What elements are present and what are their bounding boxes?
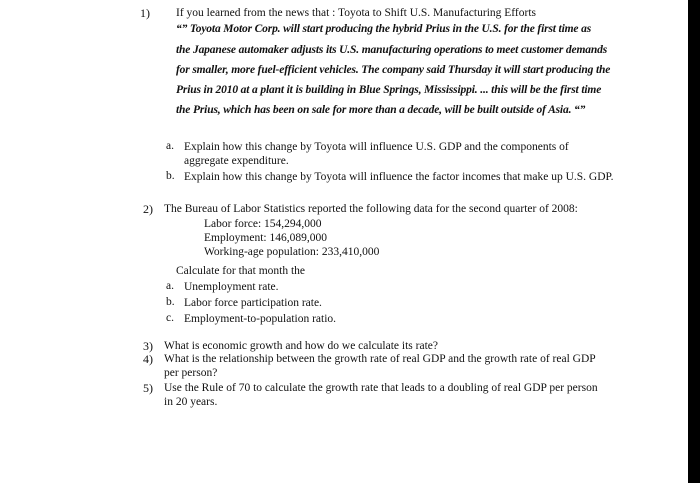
quote-line-5: the Prius, which has been on sale for more than a decade, will be built outside of Asia. “” (176, 104, 586, 116)
q2-part-a-label: a. (166, 280, 174, 292)
quote-line-4: Prius in 2010 at a plant it is building in Blue Springs, Mississippi. ... this will be the first time (176, 84, 602, 96)
q1-part-b-line-1: Explain how this change by Toyota will influence the factor incomes that make up U.S. GDP. (184, 171, 614, 183)
q2-part-a-text: Unemployment rate. (184, 281, 279, 293)
quote-line-2: the Japanese automaker adjusts its U.S. manufacturing operations to meet customer demands (176, 44, 608, 56)
q1-part-a-line-1: Explain how this change by Toyota will influence U.S. GDP and the components of (184, 141, 569, 153)
question-1-intro: If you learned from the news that : Toyota to Shift U.S. Manufacturing Efforts (176, 7, 536, 19)
question-5-line-2: in 20 years. (164, 396, 218, 408)
question-5-line-1: Use the Rule of 70 to calculate the growth rate that leads to a doubling of real GDP per person (164, 382, 598, 394)
question-4-number: 4) (143, 352, 153, 366)
question-2-intro: The Bureau of Labor Statistics reported the following data for the second quarter of 2008: (164, 203, 578, 215)
q1-part-b-label: b. (166, 170, 175, 182)
question-4-line-1: What is the relationship between the growth rate of real GDP and the growth rate of real GDP (164, 353, 596, 365)
q2-part-c-label: c. (166, 312, 174, 324)
question-5-number: 5) (143, 381, 153, 395)
question-2-number: 2) (143, 202, 153, 216)
working-age-population-line: Working-age population: 233,410,000 (204, 246, 380, 258)
q2-part-c-text: Employment-to-population ratio. (184, 313, 337, 325)
question-3-text: What is economic growth and how do we calculate its rate? (164, 340, 438, 352)
question-1-number: 1) (140, 6, 150, 20)
employment-line: Employment: 146,089,000 (204, 232, 327, 244)
calculate-prompt: Calculate for that month the (176, 265, 306, 277)
q2-part-b-text: Labor force participation rate. (184, 297, 322, 309)
question-4-line-2: per person? (164, 367, 218, 379)
q1-part-a-line-2: aggregate expenditure. (184, 155, 289, 167)
right-edge-bar (688, 0, 700, 483)
quote-line-3: for smaller, more fuel-efficient vehicles. The company said Thursday it will start producing the (176, 64, 611, 76)
labor-force-line: Labor force: 154,294,000 (204, 218, 322, 230)
q2-part-b-label: b. (166, 296, 175, 308)
question-3-number: 3) (143, 339, 153, 353)
quote-line-1: “” Toyota Motor Corp. will start producing the hybrid Prius in the U.S. for the first time as (176, 23, 592, 35)
q1-part-a-label: a. (166, 140, 174, 152)
